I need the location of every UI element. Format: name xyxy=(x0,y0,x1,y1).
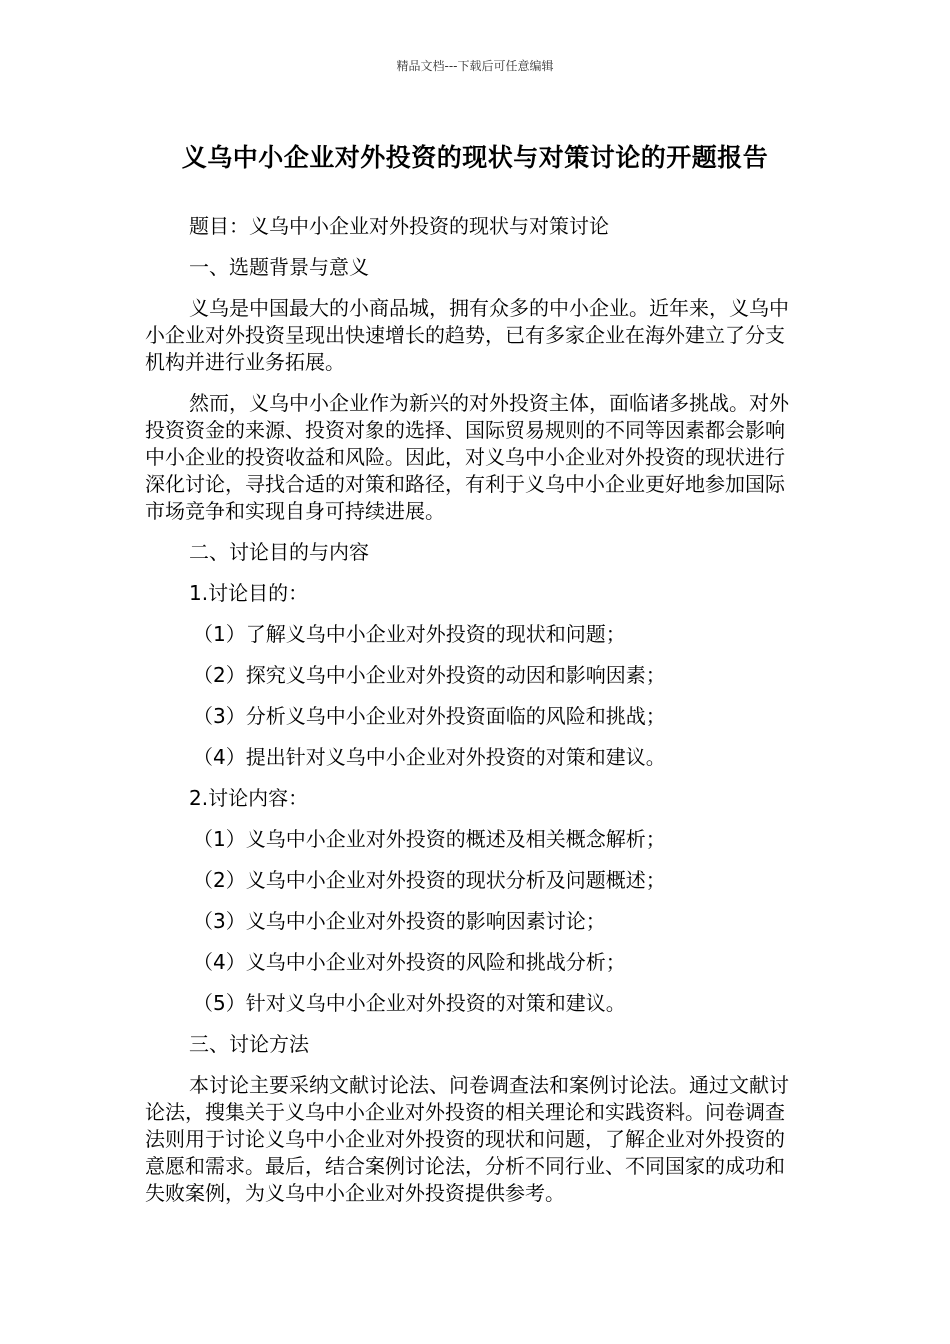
section1-paragraph-2: 然而，义乌中小企业作为新兴的对外投资主体，面临诸多挑战。对外投资资金的来源、投资对象的选择、国际贸易规则的不同等因素都会影响中小企业的投资收益和风险。因此，对义乌中小企业对外投资的现状进行深化讨论，寻找合适的对策和路径，有利于义乌中小企业更好地参加国际市场竞争和实现自身可持续进展。 xyxy=(145,391,789,523)
section2-heading: 二、讨论目的与内容 xyxy=(189,540,369,564)
goal-item: （2）探究义乌中小企业对外投资的动因和影响因素； xyxy=(193,663,666,687)
header-note: 精品文档---下载后可任意编辑 xyxy=(396,59,554,73)
content-heading: 2.讨论内容： xyxy=(189,786,309,810)
content-item: （5）针对义乌中小企业对外投资的对策和建议。 xyxy=(193,991,626,1015)
content-item: （4）义乌中小企业对外投资的风险和挑战分析； xyxy=(193,950,626,974)
goal-item: （1）了解义乌中小企业对外投资的现状和问题； xyxy=(193,622,626,646)
goal-item: （3）分析义乌中小企业对外投资面临的风险和挑战； xyxy=(193,704,666,728)
topic-line: 题目：义乌中小企业对外投资的现状与对策讨论 xyxy=(189,214,609,238)
section3-heading: 三、讨论方法 xyxy=(189,1032,309,1056)
goals-heading: 1.讨论目的： xyxy=(189,581,309,605)
goal-item: （4）提出针对义乌中小企业对外投资的对策和建议。 xyxy=(193,745,666,769)
content-item: （3）义乌中小企业对外投资的影响因素讨论； xyxy=(193,909,606,933)
content-item: （2）义乌中小企业对外投资的现状分析及问题概述； xyxy=(193,868,666,892)
document-title: 义乌中小企业对外投资的现状与对策讨论的开题报告 xyxy=(181,143,769,172)
section3-paragraph-1: 本讨论主要采纳文献讨论法、问卷调查法和案例讨论法。通过文献讨论法，搜集关于义乌中小企业对外投资的相关理论和实践资料。问卷调查法则用于讨论义乌中小企业对外投资的现状和问题，了解企业对外投资的意愿和需求。最后，结合案例讨论法，分析不同行业、不同国家的成功和失败案例，为义乌中小企业对外投资提供参考。 xyxy=(145,1073,789,1205)
content-item: （1）义乌中小企业对外投资的概述及相关概念解析； xyxy=(193,827,666,851)
document-body xyxy=(145,213,795,1221)
section1-heading: 一、选题背景与意义 xyxy=(189,255,369,279)
section1-paragraph-1: 义乌是中国最大的小商品城，拥有众多的中小企业。近年来，义乌中小企业对外投资呈现出快速增长的趋势，已有多家企业在海外建立了分支机构并进行业务拓展。 xyxy=(145,296,789,374)
